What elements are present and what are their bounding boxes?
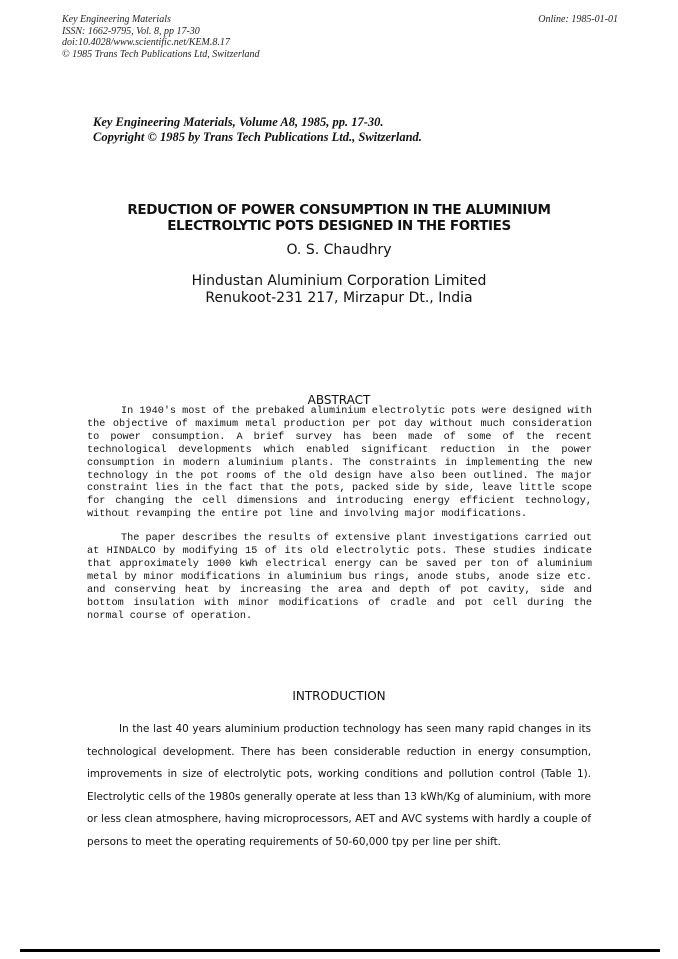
abstract-body [87,406,592,635]
journal-copyright: © 1985 Trans Tech Publications Ltd, Switzerland [62,48,260,60]
title-line-1: REDUCTION OF POWER CONSUMPTION IN THE ALUMINIUM [127,202,551,218]
introduction-heading: INTRODUCTION [292,689,386,703]
citation-line-2: Copyright © 1985 by Trans Tech Publications Ltd., Switzerland. [93,130,422,144]
footer-rule [20,949,660,952]
citation-line-1: Key Engineering Materials, Volume A8, 1985, pp. 17-30. [93,115,384,129]
abstract-paragraph-2: The paper describes the results of extensive plant investigations carried out at HINDALCO by modifying 15 of its old electrolytic pots. These studies indicate that approximately 1000 kWh electrical energy can be saved per ton of aluminium metal by minor modifications in aluminium bus rings, anode stubs, anode size etc. and conserving heat by increasing the area and depth of pot cavity, side and bottom insulation with minor modifications of cradle and pot cell during the normal course of operation. [87,533,592,622]
introduction-body [87,718,591,853]
abstract-heading: ABSTRACT [307,393,371,407]
journal-doi: doi:10.4028/www.scientific.net/KEM.8.17 [62,37,230,48]
paper-title [0,202,678,234]
affiliation-line-2: Renukoot-231 217, Mirzapur Dt., India [205,290,473,306]
affiliation [0,273,678,307]
journal-issn: ISSN: 1662-9795, Vol. 8, pp 17-30 [62,25,200,37]
affiliation-line-1: Hindustan Aluminium Corporation Limited [191,273,487,289]
journal-header [62,14,260,60]
title-line-2: ELECTROLYTIC POTS DESIGNED IN THE FORTIES [167,218,511,234]
citation [93,115,422,145]
author: O. S. Chaudhry [286,242,392,258]
abstract-paragraph-1: In 1940's most of the prebaked aluminium electrolytic pots were designed with the objective of maximum metal production per pot day without much consideration to power consumption. A brief survey has been made of some of the recent technological developments which enabled significant reduction in the power consumption in modern aluminium plants. The constraints in implementing the new technology in the pot rooms of the old design have also been outlined. The major constraint lies in the fact that the pots, packed side by side, leave little scope for changing the cell dimensions and introducing energy efficient technology, without revamping the entire pot line and involving major modifications. [87,406,592,521]
journal-name: Key Engineering Materials [62,14,171,25]
online-date: Online: 1985-01-01 [538,14,618,25]
introduction-paragraph: In the last 40 years aluminium production technology has seen many rapid changes in its technological development. There has been considerable reduction in energy consumption, improvements in size of electrolytic pots, working conditions and pollution control (Table 1). Electrolytic cells of the 1980s generally operate at less than 13 kWh/Kg of aluminium, with more or less clean atmosphere, having microprocessors, AET and AVC systems with hardly a couple of persons to meet the operating requirements of 50-60,000 tpy per line per shift. [87,723,591,848]
